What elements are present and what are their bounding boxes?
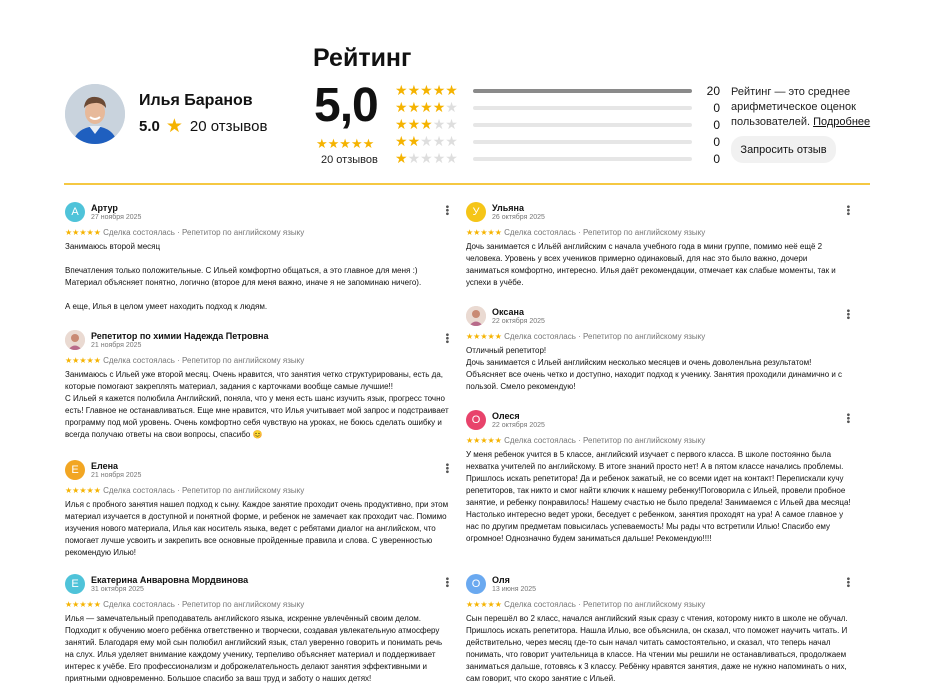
reviewer-name: Оля: [492, 575, 510, 585]
distribution-row-4[interactable]: [395, 100, 720, 117]
distribution-bar: [473, 106, 692, 110]
review-date: 13 июня 2025: [492, 586, 537, 593]
rating-info: [731, 85, 876, 130]
reviewer-avatar: [65, 330, 85, 350]
rating-title: Рейтинг: [313, 44, 412, 72]
more-menu-icon[interactable]: •••: [842, 577, 853, 588]
reviewer-name: Елена: [91, 461, 119, 471]
reviewer-name: Оксана: [492, 307, 524, 317]
review-text: Занимаюсь второй месяц Впечатления только положительные. С Ильей комфортно общаться, а это главное для меня :) Материал объясняет понятно, логично (второе для меня важно, иначе я не запоминаю ничего). А еще, Илья в целом умеет находить подход к людям.: [65, 242, 422, 311]
review-date: 21 ноября 2025: [91, 342, 142, 349]
review-meta-text: Сделка состоялась · Репетитор по английскому языку: [103, 228, 305, 237]
rating-info-text: Рейтинг — это среднее арифметическое оценок пользователей.: [731, 86, 856, 128]
more-menu-icon[interactable]: •••: [441, 205, 452, 216]
review-card: [60, 324, 456, 439]
total-reviews-count: 20 отзывов: [321, 154, 378, 166]
stars-icon: ★★★★★: [395, 82, 458, 98]
tutor-reviews-count[interactable]: 20 отзывов: [189, 118, 268, 135]
review-text: У меня ребенок учится в 5 классе, английский изучает с первого класса. В школе постоянно была нехватка учителей по английскому. В итоге знаний просто нет! А в пятом классе начались проблемы. Пришлось искать репетитора! Да и ребенок зажатый, не со всеми идет на контакт! Перепискали кучу репетиторов, так никто и смог найти ключик к нашему ребенку!Поговорила с Ильей, провели пробное занятие, и ребенку понравилось! Нашему счастью не было предела! Занимаемся с Ильей два месяца! Настолько интересно ведет уроки, беседует с ребенком, занятия проходят на ура! А самое главное у нас по другим предметам повысилась успеваемость! Мы рады что встретили Илью! Спасибо ему огромное! Однозначно будем заниматься дальше! Рекомендую!!!!: [466, 450, 851, 543]
more-menu-icon[interactable]: •••: [842, 309, 853, 320]
reviewer-avatar: [466, 306, 486, 326]
review-stars-icon: ★★★★★: [466, 228, 502, 237]
review-stars-icon: ★★★★★: [65, 486, 101, 495]
tutor-rating-value: 5.0: [139, 118, 160, 135]
review-meta: [466, 332, 705, 341]
avatar-initial: О: [471, 578, 481, 590]
distribution-bar: [473, 140, 692, 144]
request-review-button[interactable]: Запросить отзыв: [731, 136, 836, 163]
review-date: 27 ноября 2025: [91, 214, 142, 221]
star-icon: ★: [165, 116, 183, 137]
review-date: 26 октября 2025: [492, 214, 545, 221]
review-date: 21 ноября 2025: [91, 472, 142, 479]
review-date: 22 октября 2025: [492, 318, 545, 325]
review-card: [461, 196, 857, 287]
distribution-count: 20: [706, 84, 720, 98]
review-meta-text: Сделка состоялась · Репетитор по английскому языку: [103, 356, 305, 365]
review-card: [461, 404, 857, 543]
review-card: [60, 454, 456, 557]
review-meta-text: Сделка состоялась · Репетитор по английскому языку: [504, 436, 706, 445]
review-meta-text: Сделка состоялась · Репетитор по английскому языку: [504, 228, 706, 237]
review-text: Занимаюсь с Ильей уже второй месяц. Очень нравится, что занятия четко структурированы, есть да, которые помогают закреплять материал, задания с карточками вообще самые лучшие!! С Ильей я кажется полюбила Английский, поняла, что у меня есть шанс изучить язык, прогресс точно есть! Главное не останавливаться. Еще мне нравится, что Илья учитывает мой запрос и подстраивает программу под мой уровень. Очень комфортно себя чувствую на уроках, не боюсь сделать ошибку и всегда получаю ответы на свои вопросы, спасибо 😊: [65, 370, 449, 439]
review-date: 31 октября 2025: [91, 586, 144, 593]
distribution-row-2[interactable]: [395, 134, 720, 151]
review-stars-icon: ★★★★★: [466, 332, 502, 341]
review-meta: [65, 486, 304, 495]
average-stars-icon: ★★★★★: [316, 136, 375, 151]
review-meta: [65, 228, 304, 237]
review-stars-icon: ★★★★★: [466, 600, 502, 609]
distribution-bar: [473, 89, 692, 93]
review-stars-icon: ★★★★★: [65, 228, 101, 237]
reviewer-avatar: [466, 574, 486, 594]
avatar-initial: Е: [71, 578, 79, 590]
review-text: Илья — замечательный преподаватель английского языка, искренне увлечённый своим делом. Подходит к обучению моего ребёнка ответственно и творчески, создавая увлекательную атмосферу занятий. Благодаря ему мой сын полюбил английский язык, стал уверенно говорить и понимать речь на слух. Илья уделяет внимание каждому ученику, терпеливо объясняет материал и поддерживает интерес к учёбе. Его профессионализм и доброжелательность делают занятия эффективными и приятными одновременно. Большое спасибо за ваш труд и заботу о наших детях!: [65, 614, 443, 683]
review-text: Сын перешёл во 2 класс, начался английский язык сразу с чтения, которому никто в школе не обучал. Пришлось искать репетитора. Нашла Илью, все объяснила, он сказал, что поможет научить читать. И действительно, через месяц где-то сын начал читать самостоятельно, и сказал, что теперь начал понимать, что говорит учительница в классе. На чтении мы решили не останавливаться, продолжаем заниматься дальше, готовясь к 3 классу. Ребёнку нравятся занятия, даже не нужно напоминать о них, сам говорит, что скоро занятие с Ильей.: [466, 614, 848, 683]
rating-distribution: [395, 83, 720, 168]
review-date: 22 октября 2025: [492, 422, 545, 429]
distribution-count: 0: [713, 135, 720, 149]
review-meta-text: Сделка состоялась · Репетитор по английскому языку: [103, 600, 305, 609]
reviewer-name: Олеся: [492, 411, 520, 421]
review-text: Илья с пробного занятия нашел подход к сыну. Каждое занятие проходит очень продуктивно, при этом материал изучается в доступной и понятной форме, и ребенок не замечает как проходит час. Помимо изучения нового материала, Илья как носитель языка, ведет с ребятами диалог на английском, что помогает лучше усвоить и закрепить все основные пройденные правила и слова. С уверенностью рекомендую Илью!: [65, 500, 449, 557]
distribution-row-3[interactable]: [395, 117, 720, 134]
distribution-count: 0: [713, 152, 720, 166]
review-meta-text: Сделка состоялась · Репетитор по английскому языку: [504, 332, 706, 341]
review-card: [60, 196, 456, 311]
more-menu-icon[interactable]: •••: [842, 205, 853, 216]
more-menu-icon[interactable]: •••: [842, 413, 853, 424]
review-meta: [466, 600, 705, 609]
reviewer-name: Екатерина Анваровна Мордвинова: [91, 575, 249, 585]
distribution-row-1[interactable]: [395, 151, 720, 168]
avatar-initial: А: [71, 206, 79, 218]
more-link[interactable]: Подробнее: [813, 116, 871, 128]
review-meta: [466, 436, 705, 445]
review-card: [461, 300, 857, 391]
review-meta: [65, 600, 304, 609]
distribution-bar: [473, 123, 692, 127]
rating-header: [0, 0, 933, 186]
review-card: [461, 568, 857, 683]
review-meta-text: Сделка состоялась · Репетитор по английскому языку: [504, 600, 706, 609]
review-stars-icon: ★★★★★: [65, 356, 101, 365]
tutor-stats: [139, 117, 267, 136]
stars-icon: ★★★★★: [395, 133, 458, 149]
reviewer-name: Ульяна: [492, 203, 524, 213]
more-menu-icon[interactable]: •••: [441, 463, 452, 474]
distribution-row-5[interactable]: [395, 83, 720, 100]
review-meta: [466, 228, 705, 237]
tutor-name: Илья Баранов: [139, 92, 253, 109]
avatar-initial: Е: [71, 464, 79, 476]
review-text: Отличный репетитор! Дочь занимается с Ильей английским несколько месяцев и очень доволенльна результатом! Объясняет все очень четко и доступно, находит подход к ученику. Занятия проходили динамично и с пользой. Смело рекомендую!: [466, 346, 843, 391]
reviewer-name: Артур: [91, 203, 118, 213]
tutor-avatar: [65, 84, 125, 144]
more-menu-icon[interactable]: •••: [441, 333, 452, 344]
review-meta-text: Сделка состоялась · Репетитор по английскому языку: [103, 486, 305, 495]
reviewer-avatar: [466, 202, 486, 222]
review-stars-icon: ★★★★★: [65, 600, 101, 609]
stars-icon: ★★★★★: [395, 150, 458, 166]
review-card: [60, 568, 456, 683]
reviewer-name: Репетитор по химии Надежда Петровна: [91, 331, 269, 341]
reviewer-avatar: [65, 460, 85, 480]
stars-icon: ★★★★★: [395, 116, 458, 132]
divider: [64, 183, 870, 185]
distribution-bar: [473, 157, 692, 161]
review-stars-icon: ★★★★★: [466, 436, 502, 445]
more-menu-icon[interactable]: •••: [441, 577, 452, 588]
reviewer-avatar: [65, 202, 85, 222]
average-rating: 5,0: [314, 79, 378, 132]
review-text: Дочь занимается с Ильёй английским с начала учебного года в мини группе, помимо неё ещё 2 человека. Уровень у всех учеников примерно одинаковый, для нас это было важно, дочери заниматься комфортно, интересно. Илья даёт рекомендации, отмечает как слабые моменты, так и успехи в учёбе.: [466, 242, 836, 287]
review-meta: [65, 356, 304, 365]
distribution-count: 0: [713, 118, 720, 132]
stars-icon: ★★★★★: [395, 99, 458, 115]
reviewer-avatar: [466, 410, 486, 430]
reviewer-avatar: [65, 574, 85, 594]
avatar-initial: О: [471, 414, 481, 426]
distribution-count: 0: [713, 101, 720, 115]
avatar-initial: У: [472, 206, 480, 218]
